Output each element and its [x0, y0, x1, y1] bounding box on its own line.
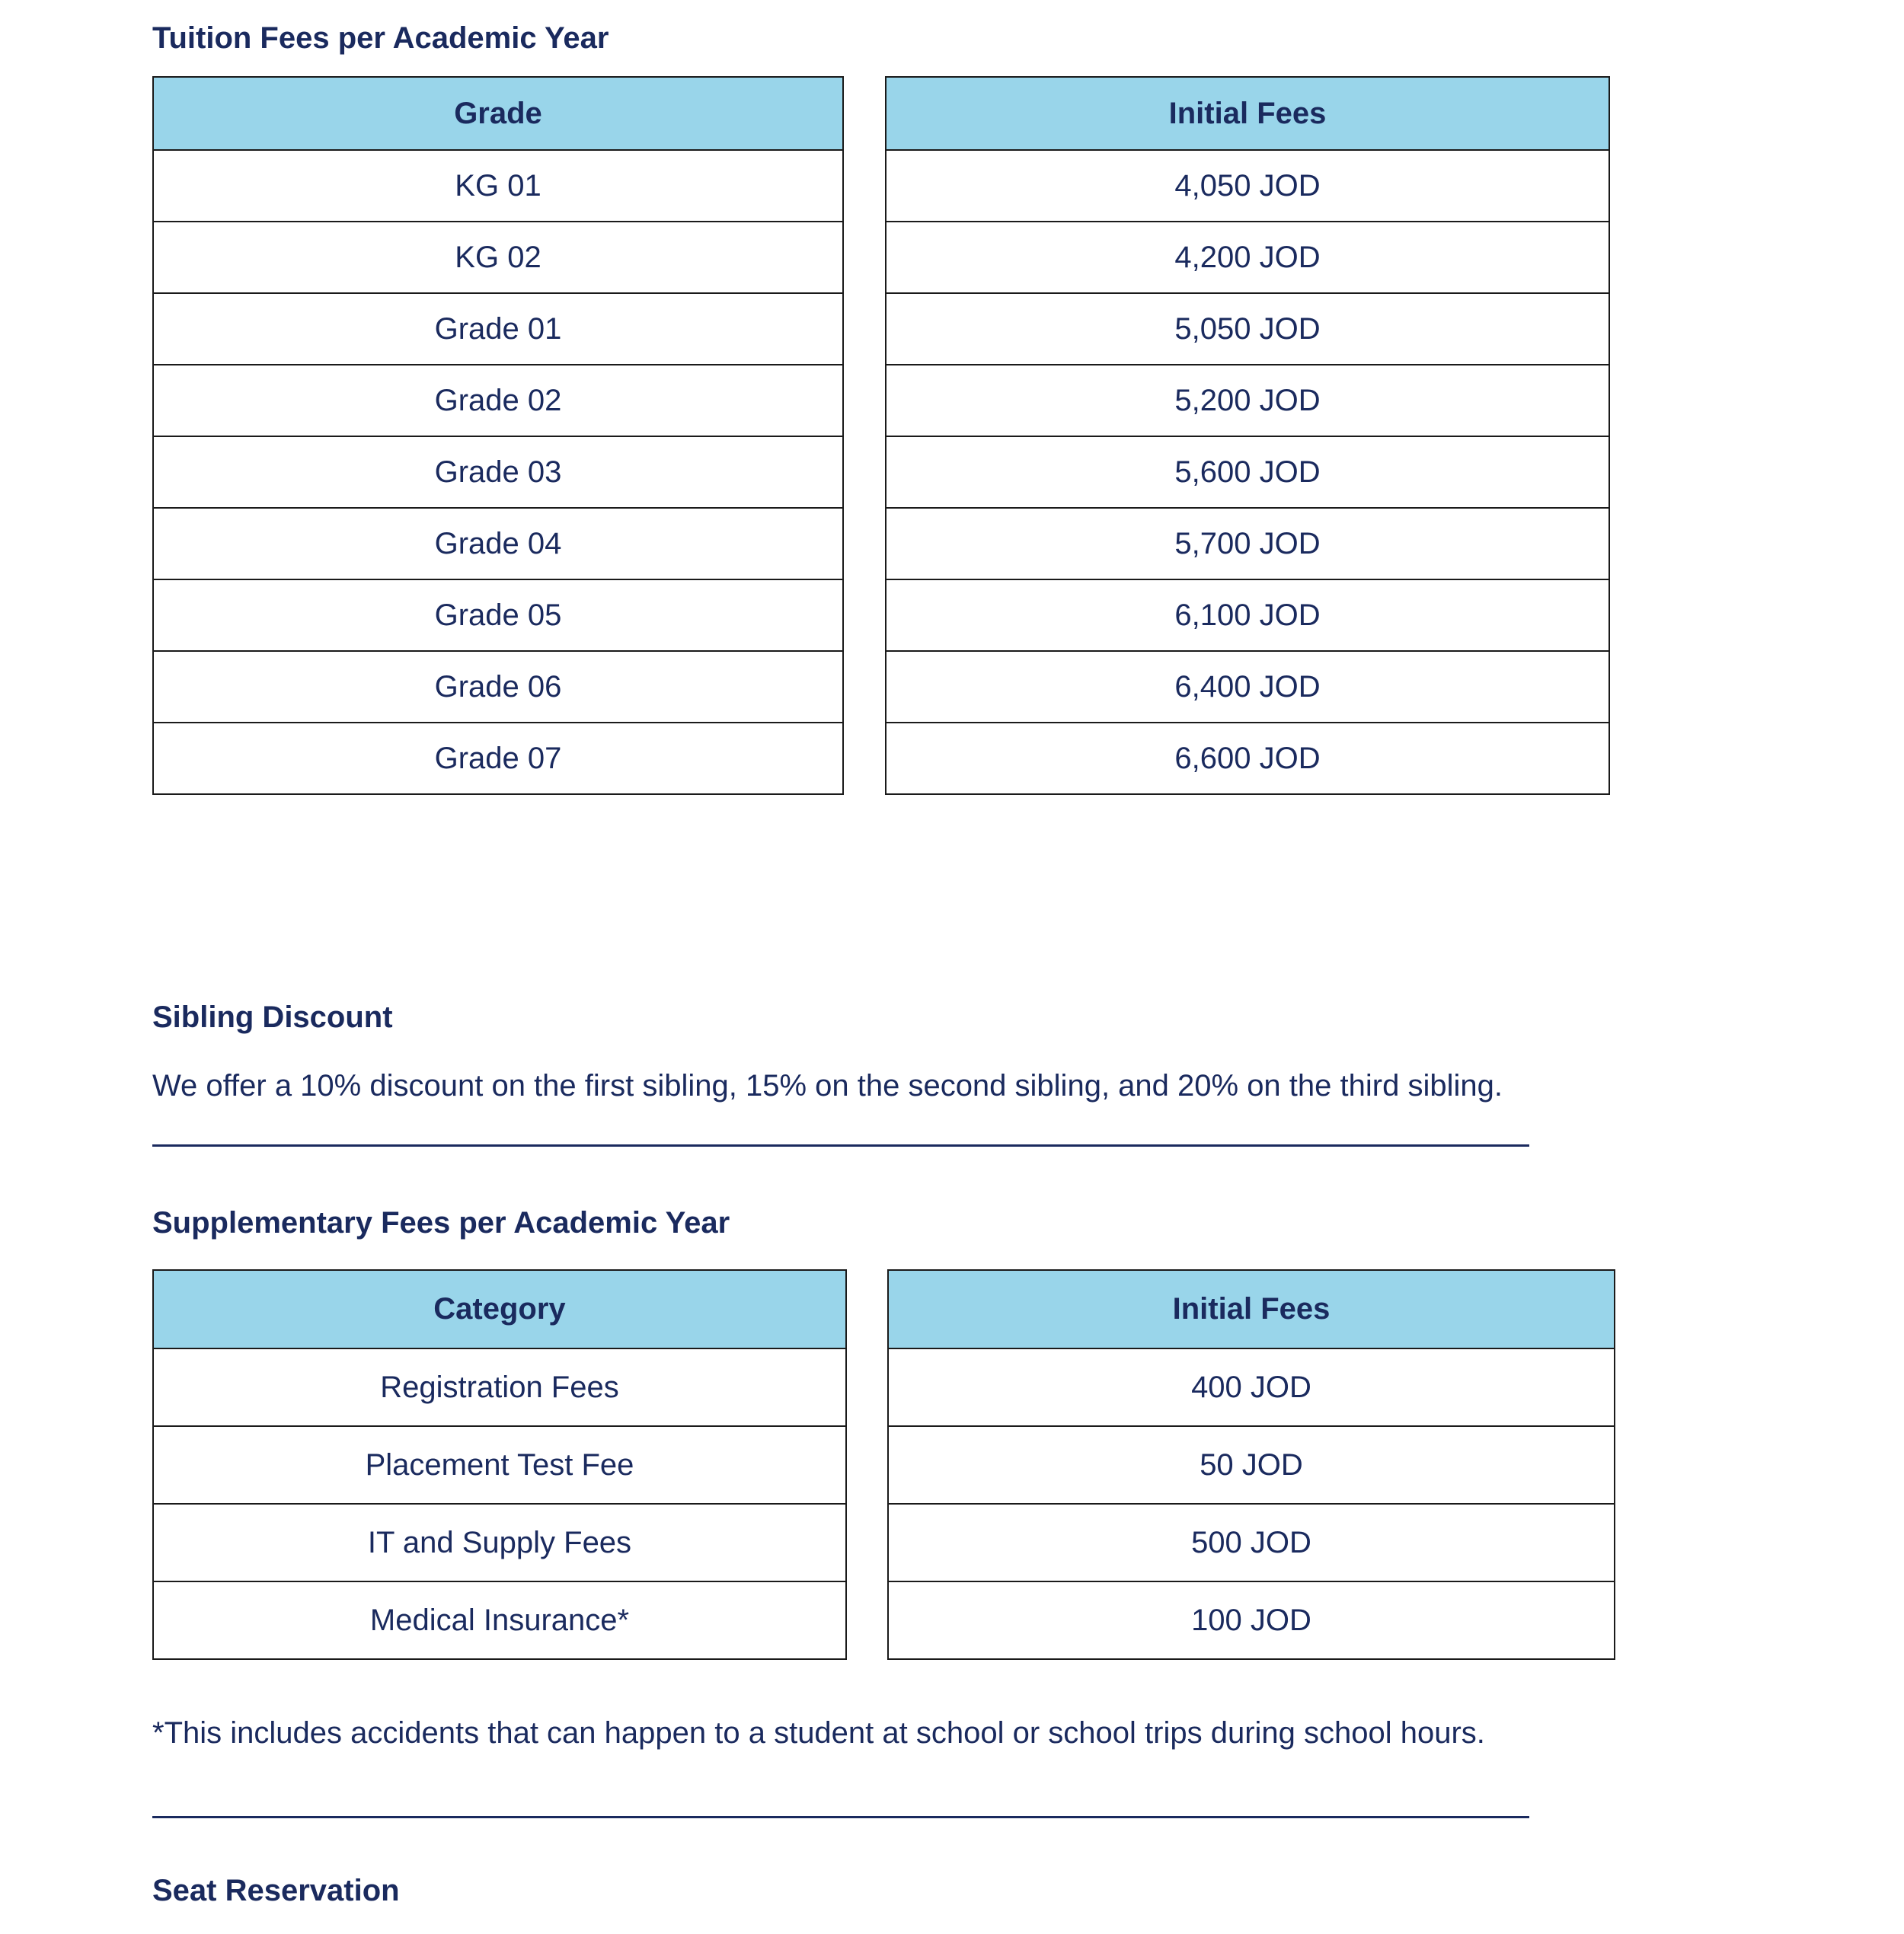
table-row	[886, 723, 1609, 794]
table-row	[886, 508, 1609, 579]
fee-cell: 400 JOD	[888, 1348, 1615, 1426]
grade-cell: KG 02	[153, 222, 843, 293]
table-row	[886, 579, 1609, 651]
grade-cell: Grade 01	[153, 293, 843, 365]
table-row	[888, 1581, 1615, 1659]
fee-cell: 6,600 JOD	[886, 723, 1609, 794]
table-row	[153, 508, 843, 579]
section-divider	[152, 1816, 1529, 1818]
table-row	[153, 293, 843, 365]
tuition-fees-table	[885, 76, 1610, 795]
supplementary-heading: Supplementary Fees per Academic Year	[152, 1206, 730, 1240]
seat-reservation-heading: Seat Reservation	[152, 1874, 400, 1907]
grade-cell: KG 01	[153, 150, 843, 222]
fee-cell: 5,600 JOD	[886, 436, 1609, 508]
category-cell: Registration Fees	[153, 1348, 846, 1426]
table-row	[888, 1504, 1615, 1581]
table-row	[153, 579, 843, 651]
fee-cell: 100 JOD	[888, 1581, 1615, 1659]
table-row	[886, 436, 1609, 508]
table-row	[886, 222, 1609, 293]
table-row	[886, 150, 1609, 222]
fee-cell: 50 JOD	[888, 1426, 1615, 1504]
section-divider	[152, 1144, 1529, 1147]
grade-column-header: Grade	[153, 77, 843, 150]
category-cell: Placement Test Fee	[153, 1426, 846, 1504]
fee-cell: 4,200 JOD	[886, 222, 1609, 293]
grade-cell: Grade 05	[153, 579, 843, 651]
table-row	[153, 1581, 846, 1659]
supplementary-category-table	[152, 1269, 847, 1660]
initial-fees-column-header: Initial Fees	[886, 77, 1609, 150]
fee-cell: 5,700 JOD	[886, 508, 1609, 579]
table-row	[153, 436, 843, 508]
table-row	[886, 651, 1609, 723]
grade-cell: Grade 04	[153, 508, 843, 579]
table-row	[153, 150, 843, 222]
fee-cell: 5,200 JOD	[886, 365, 1609, 436]
table-row	[888, 1426, 1615, 1504]
category-cell: IT and Supply Fees	[153, 1504, 846, 1581]
fee-cell: 6,100 JOD	[886, 579, 1609, 651]
grade-cell: Grade 02	[153, 365, 843, 436]
grade-cell: Grade 07	[153, 723, 843, 794]
sibling-discount-text: We offer a 10% discount on the first sibling, 15% on the second sibling, and 20% on the third sibling.	[152, 1069, 1503, 1103]
tuition-grade-table	[152, 76, 844, 795]
tuition-heading: Tuition Fees per Academic Year	[152, 21, 609, 55]
initial-fees-column-header: Initial Fees	[888, 1270, 1615, 1348]
grade-cell: Grade 03	[153, 436, 843, 508]
fee-cell: 6,400 JOD	[886, 651, 1609, 723]
fee-cell: 5,050 JOD	[886, 293, 1609, 365]
table-row	[153, 1348, 846, 1426]
table-row	[153, 1504, 846, 1581]
category-column-header: Category	[153, 1270, 846, 1348]
fee-cell: 4,050 JOD	[886, 150, 1609, 222]
table-row	[153, 651, 843, 723]
sibling-discount-heading: Sibling Discount	[152, 1001, 393, 1034]
table-row	[153, 365, 843, 436]
fee-cell: 500 JOD	[888, 1504, 1615, 1581]
table-row	[153, 222, 843, 293]
grade-cell: Grade 06	[153, 651, 843, 723]
table-row	[888, 1348, 1615, 1426]
category-cell: Medical Insurance*	[153, 1581, 846, 1659]
supplementary-fees-table	[887, 1269, 1615, 1660]
table-row	[153, 1426, 846, 1504]
table-row	[886, 365, 1609, 436]
table-row	[886, 293, 1609, 365]
table-row	[153, 723, 843, 794]
insurance-footnote: *This includes accidents that can happen to a student at school or school trips during school hours.	[152, 1716, 1485, 1750]
